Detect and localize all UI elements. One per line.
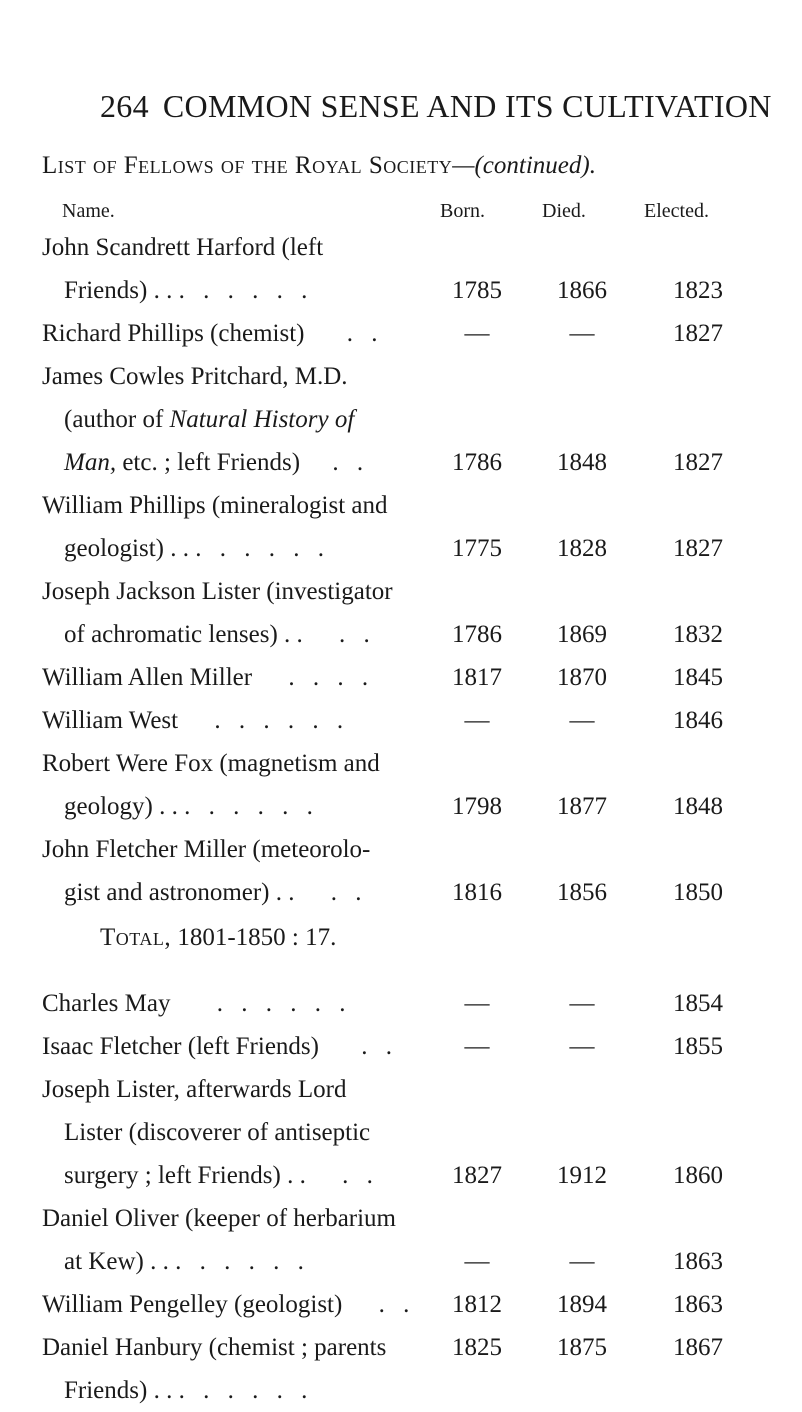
table-row xyxy=(42,1197,622,1283)
fellow-name: James Cowles Pritchard, M.D. xyxy=(42,363,348,390)
born-year: 1775 xyxy=(452,535,502,562)
table-caption xyxy=(42,152,802,180)
died-year: — xyxy=(569,1033,595,1060)
book-title: Natural History of xyxy=(169,406,355,433)
died-year: 1869 xyxy=(557,621,607,648)
leader-dots: . . . . . . xyxy=(214,707,350,734)
leader-dots: . . . . . . xyxy=(178,277,314,304)
table-row xyxy=(42,484,622,570)
table-row xyxy=(42,1068,622,1197)
born-year: 1812 xyxy=(452,1291,502,1318)
died-year: 1856 xyxy=(557,879,607,906)
fellow-name: Daniel Oliver (keeper of herbarium xyxy=(42,1205,397,1232)
table-row xyxy=(42,226,622,312)
elected-year: 1848 xyxy=(673,793,723,820)
table-row xyxy=(42,828,622,914)
running-title: COMMON SENSE AND ITS CULTIVATION xyxy=(162,88,772,124)
leader-dots: . . . . . . xyxy=(178,1377,314,1404)
column-header-died: Died. xyxy=(542,200,586,222)
born-year: — xyxy=(464,320,490,347)
elected-year: 1854 xyxy=(673,990,723,1017)
table-row xyxy=(42,1283,622,1326)
born-year: 1786 xyxy=(452,449,502,476)
elected-year: 1846 xyxy=(673,707,723,734)
fellow-desc: (author of xyxy=(64,406,170,433)
fellow-desc: geologist) . . xyxy=(64,535,189,562)
elected-year: 1855 xyxy=(673,1033,723,1060)
fellow-name: William Allen Miller xyxy=(42,664,253,691)
died-year: 1866 xyxy=(557,277,607,304)
born-year: 1816 xyxy=(452,879,502,906)
fellow-name: William Pengelley (geologist) xyxy=(42,1291,343,1318)
died-year: 1848 xyxy=(557,449,607,476)
fellow-name: Joseph Jackson Lister (investigator xyxy=(42,578,393,605)
column-header-elected: Elected. xyxy=(644,200,709,222)
fellow-name: Charles May xyxy=(42,990,171,1017)
leader-dots: . . xyxy=(342,1162,379,1189)
fellow-desc: Friends) . . xyxy=(64,277,173,304)
table-row xyxy=(42,699,622,742)
fellow-name: Daniel Hanbury (chemist ; parents xyxy=(42,1334,387,1361)
page-number: 264 xyxy=(100,88,149,124)
table-row xyxy=(42,355,622,484)
died-year: 1894 xyxy=(557,1291,607,1318)
born-year: 1817 xyxy=(452,664,502,691)
died-year: 1875 xyxy=(557,1334,607,1361)
leader-dots: . . . . . . xyxy=(216,990,352,1017)
elected-year: 1863 xyxy=(673,1248,723,1275)
column-header-name: Name. xyxy=(62,200,115,222)
born-year: 1798 xyxy=(452,793,502,820)
born-year: 1827 xyxy=(452,1162,502,1189)
fellow-name: Richard Phillips (chemist) xyxy=(42,320,305,347)
leader-dots: . . . . . . xyxy=(175,1248,310,1275)
running-header xyxy=(100,88,780,125)
fellow-name: William West xyxy=(42,707,179,734)
table-row xyxy=(42,742,622,828)
born-year: — xyxy=(464,1248,490,1275)
born-year: 1825 xyxy=(452,1334,502,1361)
table-row xyxy=(42,312,622,355)
died-year: — xyxy=(569,707,595,734)
fellow-desc: geology) . . xyxy=(64,793,178,820)
leader-dots: . . xyxy=(332,449,370,476)
elected-year: 1827 xyxy=(673,449,723,476)
leader-dots: . . xyxy=(346,320,384,347)
table-row xyxy=(42,982,622,1025)
fellow-desc: at Kew) . . xyxy=(64,1248,169,1275)
died-year: 1828 xyxy=(557,535,607,562)
born-year: 1786 xyxy=(452,621,502,648)
leader-dots: . . . . . . xyxy=(195,535,330,562)
caption-main: List of Fellows of the Royal Society xyxy=(42,152,453,179)
fellow-desc: gist and astronomer) . . xyxy=(64,879,295,906)
born-year: 1785 xyxy=(452,277,502,304)
elected-year: 1867 xyxy=(673,1334,723,1361)
leader-dots: . . xyxy=(378,1291,416,1318)
died-year: — xyxy=(569,320,595,347)
elected-year: 1850 xyxy=(673,879,723,906)
fellow-name: William Phillips (mineralogist and xyxy=(42,492,388,519)
total-line xyxy=(100,916,336,959)
born-year: — xyxy=(464,707,490,734)
table-row xyxy=(42,570,622,656)
leader-dots: . . . . xyxy=(288,664,375,691)
elected-year: 1827 xyxy=(673,320,723,347)
leader-dots: . . . . . . xyxy=(184,793,319,820)
book-title-cont: Man, xyxy=(64,449,117,476)
total-range: 1801-1850 : 17. xyxy=(177,924,337,951)
died-year: 1870 xyxy=(557,664,607,691)
fellow-name: John Scandrett Harford (left xyxy=(42,234,324,261)
fellow-name: Joseph Lister, afterwards Lord xyxy=(42,1076,347,1103)
elected-year: 1860 xyxy=(673,1162,723,1189)
fellow-desc: etc. ; left Friends) xyxy=(116,449,301,476)
table-row xyxy=(42,1025,622,1068)
elected-year: 1845 xyxy=(673,664,723,691)
elected-year: 1827 xyxy=(673,535,723,562)
fellow-desc: Friends) . . xyxy=(64,1377,173,1404)
born-year: — xyxy=(464,1033,490,1060)
fellow-desc: surgery ; left Friends) . . xyxy=(64,1162,306,1189)
leader-dots: . . xyxy=(361,1033,398,1060)
caption-continued: —(continued). xyxy=(452,152,596,179)
died-year: — xyxy=(569,990,595,1017)
fellow-desc: Lister (discoverer of antiseptic xyxy=(64,1119,371,1146)
died-year: 1912 xyxy=(557,1162,607,1189)
fellow-desc: of achromatic lenses) . . xyxy=(64,621,303,648)
table-row xyxy=(42,656,622,699)
leader-dots: . . xyxy=(339,621,376,648)
fellow-name: Isaac Fletcher (left Friends) xyxy=(42,1033,319,1060)
total-label: Total, xyxy=(100,924,172,951)
elected-year: 1823 xyxy=(673,277,723,304)
born-year: — xyxy=(464,990,490,1017)
fellow-name: Robert Were Fox (magnetism and xyxy=(42,750,380,777)
leader-dots: . . xyxy=(330,879,368,906)
died-year: 1877 xyxy=(557,793,607,820)
elected-year: 1832 xyxy=(673,621,723,648)
fellow-name: John Fletcher Miller (meteorolo- xyxy=(42,836,371,863)
died-year: — xyxy=(569,1248,595,1275)
column-header-born: Born. xyxy=(440,200,485,222)
elected-year: 1863 xyxy=(673,1291,723,1318)
